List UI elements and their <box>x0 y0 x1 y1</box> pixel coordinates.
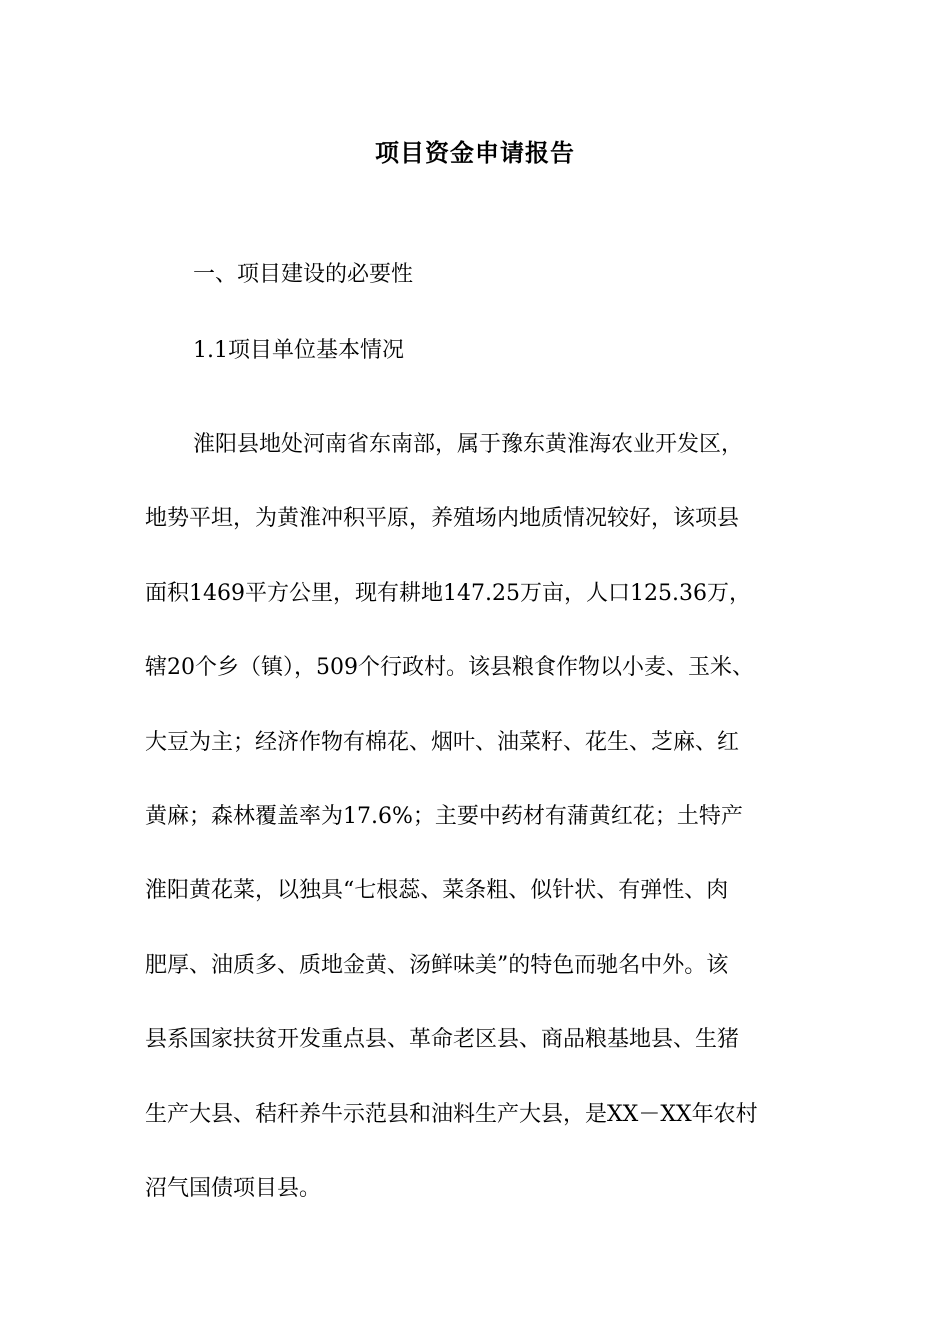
paragraph-line: 辖20个乡（镇），509个行政村。该县粮食作物以小麦、玉米、 <box>145 655 754 681</box>
paragraph-line: 县系国家扶贫开发重点县、革命老区县、商品粮基地县、生猪 <box>145 1027 740 1053</box>
paragraph-line: 大豆为主；经济作物有棉花、烟叶、油菜籽、花生、芝麻、红 <box>145 729 740 755</box>
paragraph-line: 生产大县、秸秆养牛示范县和油料生产大县，是XX－XX年农村 <box>145 1101 758 1127</box>
body-paragraph <box>145 408 835 1226</box>
document-title: 项目资金申请报告 <box>375 139 575 167</box>
paragraph-line: 淮阳县地处河南省东南部，属于豫东黄淮海农业开发区， <box>193 432 744 457</box>
paragraph-line: 黄麻；森林覆盖率为17.6%；主要中药材有蒲黄红花；土特产 <box>145 804 743 830</box>
paragraph-line: 淮阳黄花菜，以独具“七根蕊、菜条粗、似针状、有弹性、肉 <box>145 878 729 904</box>
subsection-heading: 1.1项目单位基本情况 <box>193 338 404 363</box>
paragraph-line: 肥厚、油质多、质地金黄、汤鲜味美”的特色而驰名中外。该 <box>145 952 729 978</box>
paragraph-line: 面积1469平方公里，现有耕地147.25万亩，人口125.36万， <box>145 580 751 606</box>
paragraph-line: 沼气国债项目县。 <box>145 1176 322 1202</box>
section-heading: 一、项目建设的必要性 <box>193 262 414 287</box>
paragraph-line: 地势平坦，为黄淮冲积平原，养殖场内地质情况较好，该项县 <box>145 506 740 532</box>
